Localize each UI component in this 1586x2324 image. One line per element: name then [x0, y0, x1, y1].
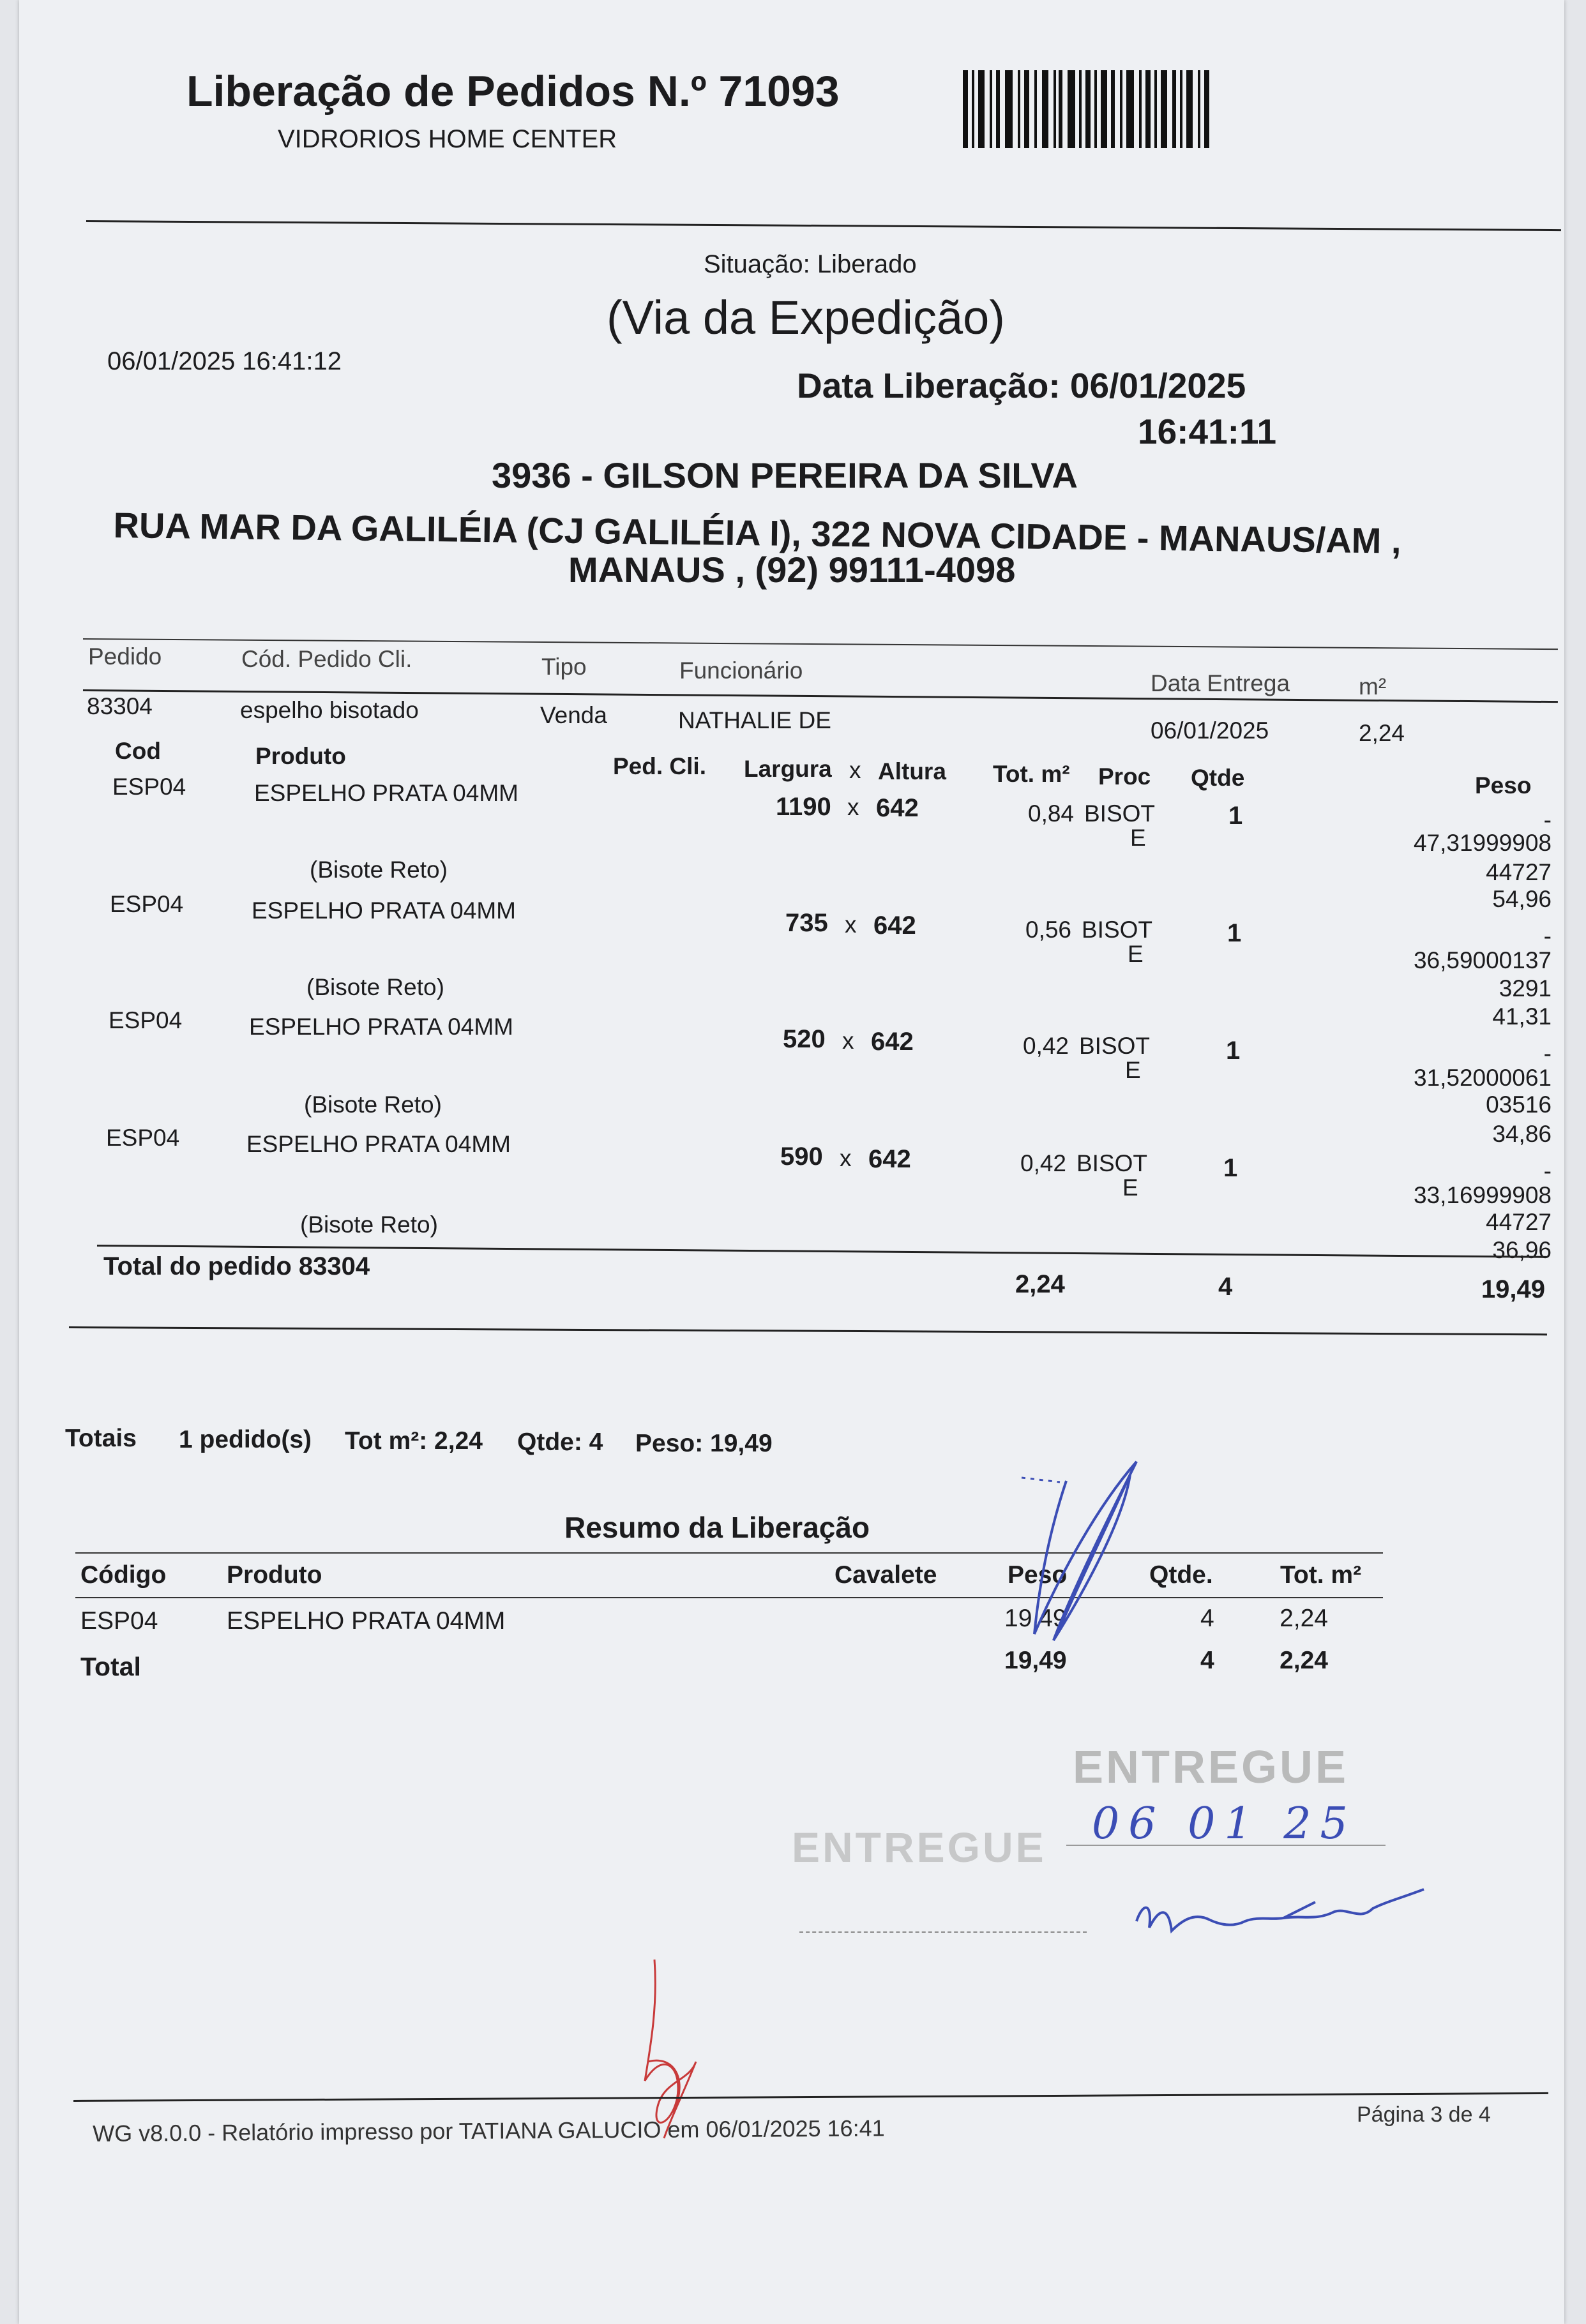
totals-qtde: Qtde: 4 [517, 1428, 603, 1456]
signature-blue [1124, 1883, 1456, 1953]
item-qtde: 1 [1226, 1037, 1241, 1065]
label-pedido: Pedido [88, 643, 162, 670]
item-produto: ESPELHO PRATA 04MM [252, 897, 516, 924]
label-tipo: Tipo [541, 654, 587, 680]
value-funcionario: NATHALIE DE [678, 707, 831, 733]
delivered-stamp: ENTREGUE [1073, 1742, 1349, 1793]
item-peso-line1: - [1543, 1158, 1552, 1184]
col-proc: Proc [1098, 763, 1151, 790]
item-x: x [840, 1145, 852, 1171]
footer-printed-by: WG v8.0.0 - Relatório impresso por TATIANA GALUCIO em 06/01/2025 16:41 [93, 2115, 885, 2147]
item-altura: 642 [873, 911, 916, 940]
item-tot-m2: 0,42 [1023, 1033, 1069, 1059]
item-x: x [845, 911, 857, 938]
item-altura: 642 [868, 1145, 911, 1173]
col-peso: Peso [1475, 772, 1532, 798]
release-date: Data Liberação: 06/01/2025 [797, 366, 1246, 405]
label-m2: m² [1359, 673, 1387, 700]
item-largura: 1190 [776, 793, 831, 821]
customer-name: 3936 - GILSON PEREIRA DA SILVA [492, 455, 1078, 495]
col-ped-cli: Ped. Cli. [613, 753, 706, 779]
value-m2: 2,24 [1359, 720, 1405, 746]
col-x: x [849, 757, 861, 783]
section-divider [69, 1326, 1547, 1335]
col-tot-m2: Tot. m² [993, 761, 1070, 787]
totals-label: Totais [65, 1425, 137, 1452]
item-tot-m2: 0,84 [1028, 800, 1075, 827]
item-sub: (Bisote Reto) [300, 1211, 438, 1238]
summary-title: Resumo da Liberação [564, 1511, 870, 1544]
item-peso-line3: 44727 [1486, 859, 1552, 885]
label-data-entrega: Data Entrega [1151, 670, 1290, 696]
value-data-entrega: 06/01/2025 [1151, 717, 1269, 744]
summary-col-codigo: Código [80, 1561, 167, 1589]
item-x: x [842, 1028, 854, 1054]
label-cod-pedido-cli: Cód. Pedido Cli. [241, 646, 412, 672]
summary-produto: ESPELHO PRATA 04MM [227, 1607, 506, 1635]
summary-col-cavalete: Cavalete [835, 1561, 937, 1589]
col-produto: Produto [255, 743, 346, 769]
item-x: x [847, 794, 859, 820]
item-peso-line3: 3291 [1499, 975, 1552, 1001]
handwritten-date: 06 01 25 [1092, 1799, 1357, 1849]
item-largura: 520 [783, 1025, 826, 1053]
item-peso-line4: 41,31 [1492, 1003, 1552, 1030]
signature-blue-top [1015, 1443, 1156, 1653]
totals-m2: Tot m²: 2,24 [345, 1427, 483, 1455]
summary-col-tot-m2: Tot. m² [1280, 1561, 1362, 1589]
summary-header-line [75, 1597, 1383, 1598]
stamp-signature-line [799, 1931, 1087, 1933]
summary-top-line [75, 1552, 1383, 1554]
summary-tot-m2: 2,24 [1280, 1605, 1328, 1632]
summary-col-qtde: Qtde. [1149, 1561, 1213, 1589]
item-peso-line1: - [1543, 807, 1552, 833]
item-produto: ESPELHO PRATA 04MM [249, 1014, 513, 1040]
footer-page-number: Página 3 de 4 [1357, 2103, 1491, 2127]
header-divider [86, 220, 1561, 231]
release-time: 16:41:11 [1138, 412, 1277, 451]
item-peso-line4: 54,96 [1492, 886, 1552, 912]
value-pedido: 83304 [87, 693, 153, 719]
totals-pedidos: 1 pedido(s) [179, 1426, 312, 1453]
item-proc: BISOT [1079, 1033, 1151, 1059]
summary-total-label: Total [80, 1652, 141, 1681]
item-proc-cont: E [1130, 825, 1146, 851]
item-proc-cont: E [1125, 1057, 1141, 1083]
summary-qtde: 4 [1200, 1605, 1214, 1632]
customer-address: RUA MAR DA GALILÉIA (CJ GALILÉIA I), 322 NOVA CIDADE - MANAUS/AM , [113, 504, 1401, 561]
printed-timestamp: 06/01/2025 16:41:12 [107, 347, 342, 375]
col-cod: Cod [115, 738, 161, 764]
item-proc-cont: E [1122, 1174, 1138, 1201]
summary-peso: 19,49 [1004, 1605, 1067, 1632]
item-peso-line4: 34,86 [1492, 1121, 1552, 1147]
item-proc: BISOT [1084, 800, 1156, 827]
value-tipo: Venda [540, 702, 607, 728]
summary-total-tot-m2: 2,24 [1280, 1647, 1328, 1674]
item-peso-line3: 03516 [1486, 1091, 1552, 1118]
order-total-peso: 19,49 [1481, 1275, 1545, 1303]
order-total-qtde: 4 [1218, 1273, 1233, 1301]
item-tot-m2: 0,56 [1025, 917, 1072, 943]
item-peso-line1: - [1543, 1040, 1552, 1067]
item-peso-line4: 36,96 [1492, 1237, 1552, 1263]
item-produto: ESPELHO PRATA 04MM [254, 780, 518, 806]
item-cod: ESP04 [112, 774, 186, 800]
footer-line [73, 2092, 1548, 2102]
company-name: VIDRORIOS HOME CENTER [278, 125, 617, 153]
item-largura: 735 [785, 909, 828, 937]
col-qtde: Qtde [1191, 765, 1245, 791]
document-page [19, 0, 1564, 2324]
item-sub: (Bisote Reto) [304, 1091, 442, 1118]
item-cod: ESP04 [106, 1125, 180, 1151]
barcode [963, 70, 1218, 150]
totals-peso: Peso: 19,49 [635, 1430, 773, 1457]
item-peso-line1: - [1543, 923, 1552, 949]
summary-col-peso: Peso [1008, 1561, 1068, 1589]
item-qtde: 1 [1227, 919, 1242, 947]
item-peso-line2: 36,59000137 [1413, 947, 1552, 973]
item-cod: ESP04 [110, 891, 184, 917]
item-proc-cont: E [1128, 941, 1144, 967]
item-cod: ESP04 [109, 1007, 183, 1033]
customer-city-phone: MANAUS , (92) 99111-4098 [568, 550, 1016, 590]
order-total-label: Total do pedido 83304 [103, 1252, 370, 1280]
item-peso-line2: 33,16999908 [1413, 1182, 1552, 1208]
summary-total-qtde: 4 [1200, 1647, 1214, 1674]
item-tot-m2: 0,42 [1020, 1150, 1067, 1176]
item-peso-line3: 44727 [1486, 1209, 1552, 1235]
status-text: Situação: Liberado [704, 250, 917, 278]
delivered-stamp-secondary: ENTREGUE [792, 1824, 1046, 1871]
item-proc: BISOT [1076, 1150, 1148, 1176]
item-qtde: 1 [1228, 802, 1243, 830]
item-peso-line2: 47,31999908 [1413, 830, 1552, 856]
item-peso-line2: 31,52000061 [1413, 1065, 1552, 1091]
summary-col-produto: Produto [227, 1561, 322, 1589]
item-altura: 642 [876, 794, 919, 822]
col-altura: Altura [878, 758, 946, 784]
item-sub: (Bisote Reto) [310, 857, 448, 883]
col-largura: Largura [744, 756, 832, 782]
document-title: Liberação de Pedidos N.º 71093 [186, 67, 840, 116]
summary-total-peso: 19,49 [1004, 1647, 1067, 1674]
label-funcionario: Funcionário [679, 657, 803, 684]
item-largura: 590 [780, 1143, 823, 1171]
item-produto: ESPELHO PRATA 04MM [246, 1131, 511, 1157]
item-altura: 642 [871, 1028, 914, 1056]
item-proc: BISOT [1082, 917, 1153, 943]
item-sub: (Bisote Reto) [306, 974, 444, 1000]
summary-codigo: ESP04 [80, 1607, 158, 1635]
item-qtde: 1 [1223, 1154, 1238, 1182]
via-label: (Via da Expedição) [607, 291, 1005, 344]
order-total-m2: 2,24 [1015, 1270, 1065, 1298]
value-cod-pedido-cli: espelho bisotado [240, 697, 419, 723]
